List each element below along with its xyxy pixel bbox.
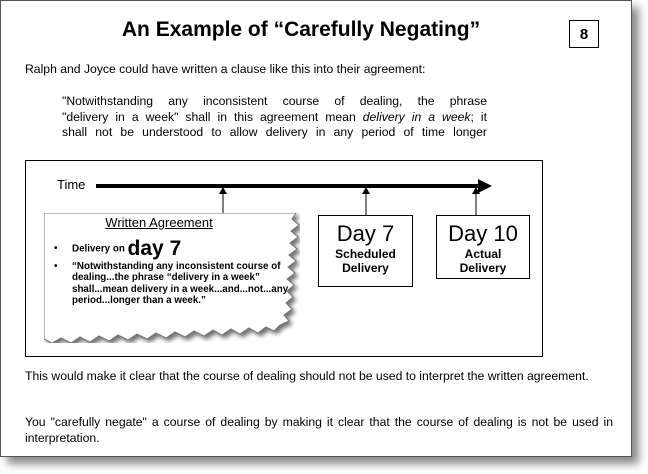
- quote-line-2-end: ; it: [470, 109, 487, 124]
- bullet-icon: •: [54, 260, 58, 272]
- timeline-diagram: [25, 160, 543, 357]
- term-clause-text: “Notwithstanding any inconsistent course of dealing...the phrase “delivery in a week” shall...mean delivery in a week...and...not...any period...longer than a week.”: [72, 260, 289, 307]
- quote-emphasis: delivery in a week: [362, 109, 471, 124]
- written-agreement-card: [44, 213, 300, 343]
- quote-line-2-start: "delivery in a week" shall in this agreement mean: [62, 109, 363, 124]
- term-prefix: Delivery on: [72, 243, 128, 255]
- day7-pointer-head: [362, 187, 370, 194]
- outro-text-1: This would make it clear that the course of dealing should not be used to interpret the written agreement.: [25, 369, 589, 383]
- day7-sub-2: Delivery: [342, 261, 389, 275]
- intro-text: Ralph and Joyce could have written a clause like this into their agreement:: [25, 62, 426, 76]
- agreement-title: Written Agreement: [105, 215, 213, 230]
- day7-sub-1: Scheduled: [335, 247, 396, 261]
- page-number: 8: [569, 20, 599, 48]
- agreement-pointer-head: [219, 187, 227, 194]
- agreement-terms: [54, 237, 294, 313]
- slide-title: An Example of “Carefully Negating”: [121, 18, 481, 41]
- day7-label: Day 7: [336, 221, 395, 246]
- time-arrow-head: [478, 179, 492, 193]
- day7-box: [318, 215, 413, 287]
- quoted-clause: [62, 94, 487, 141]
- outro-text-2: You "carefully negate" a course of dealing by making it clear that the course of dealing is not be used in interpretation.: [25, 415, 613, 445]
- term-day-value: day 7: [127, 237, 182, 260]
- day10-label: Day 10: [448, 221, 518, 246]
- term-negation-clause: [54, 261, 294, 307]
- term-delivery-day: [54, 237, 294, 260]
- bullet-icon: •: [54, 243, 58, 254]
- day10-sub-2: Delivery: [459, 261, 507, 275]
- day10-box: [436, 215, 530, 279]
- quote-line-3: shall not be understood to allow delivery in any period of time longer: [62, 125, 487, 139]
- day10-sub-1: Actual: [464, 247, 502, 261]
- quote-line-2: [62, 110, 487, 126]
- time-label: Time: [57, 177, 86, 192]
- quote-line-1: "Notwithstanding any inconsistent course of dealing, the phrase: [62, 94, 487, 108]
